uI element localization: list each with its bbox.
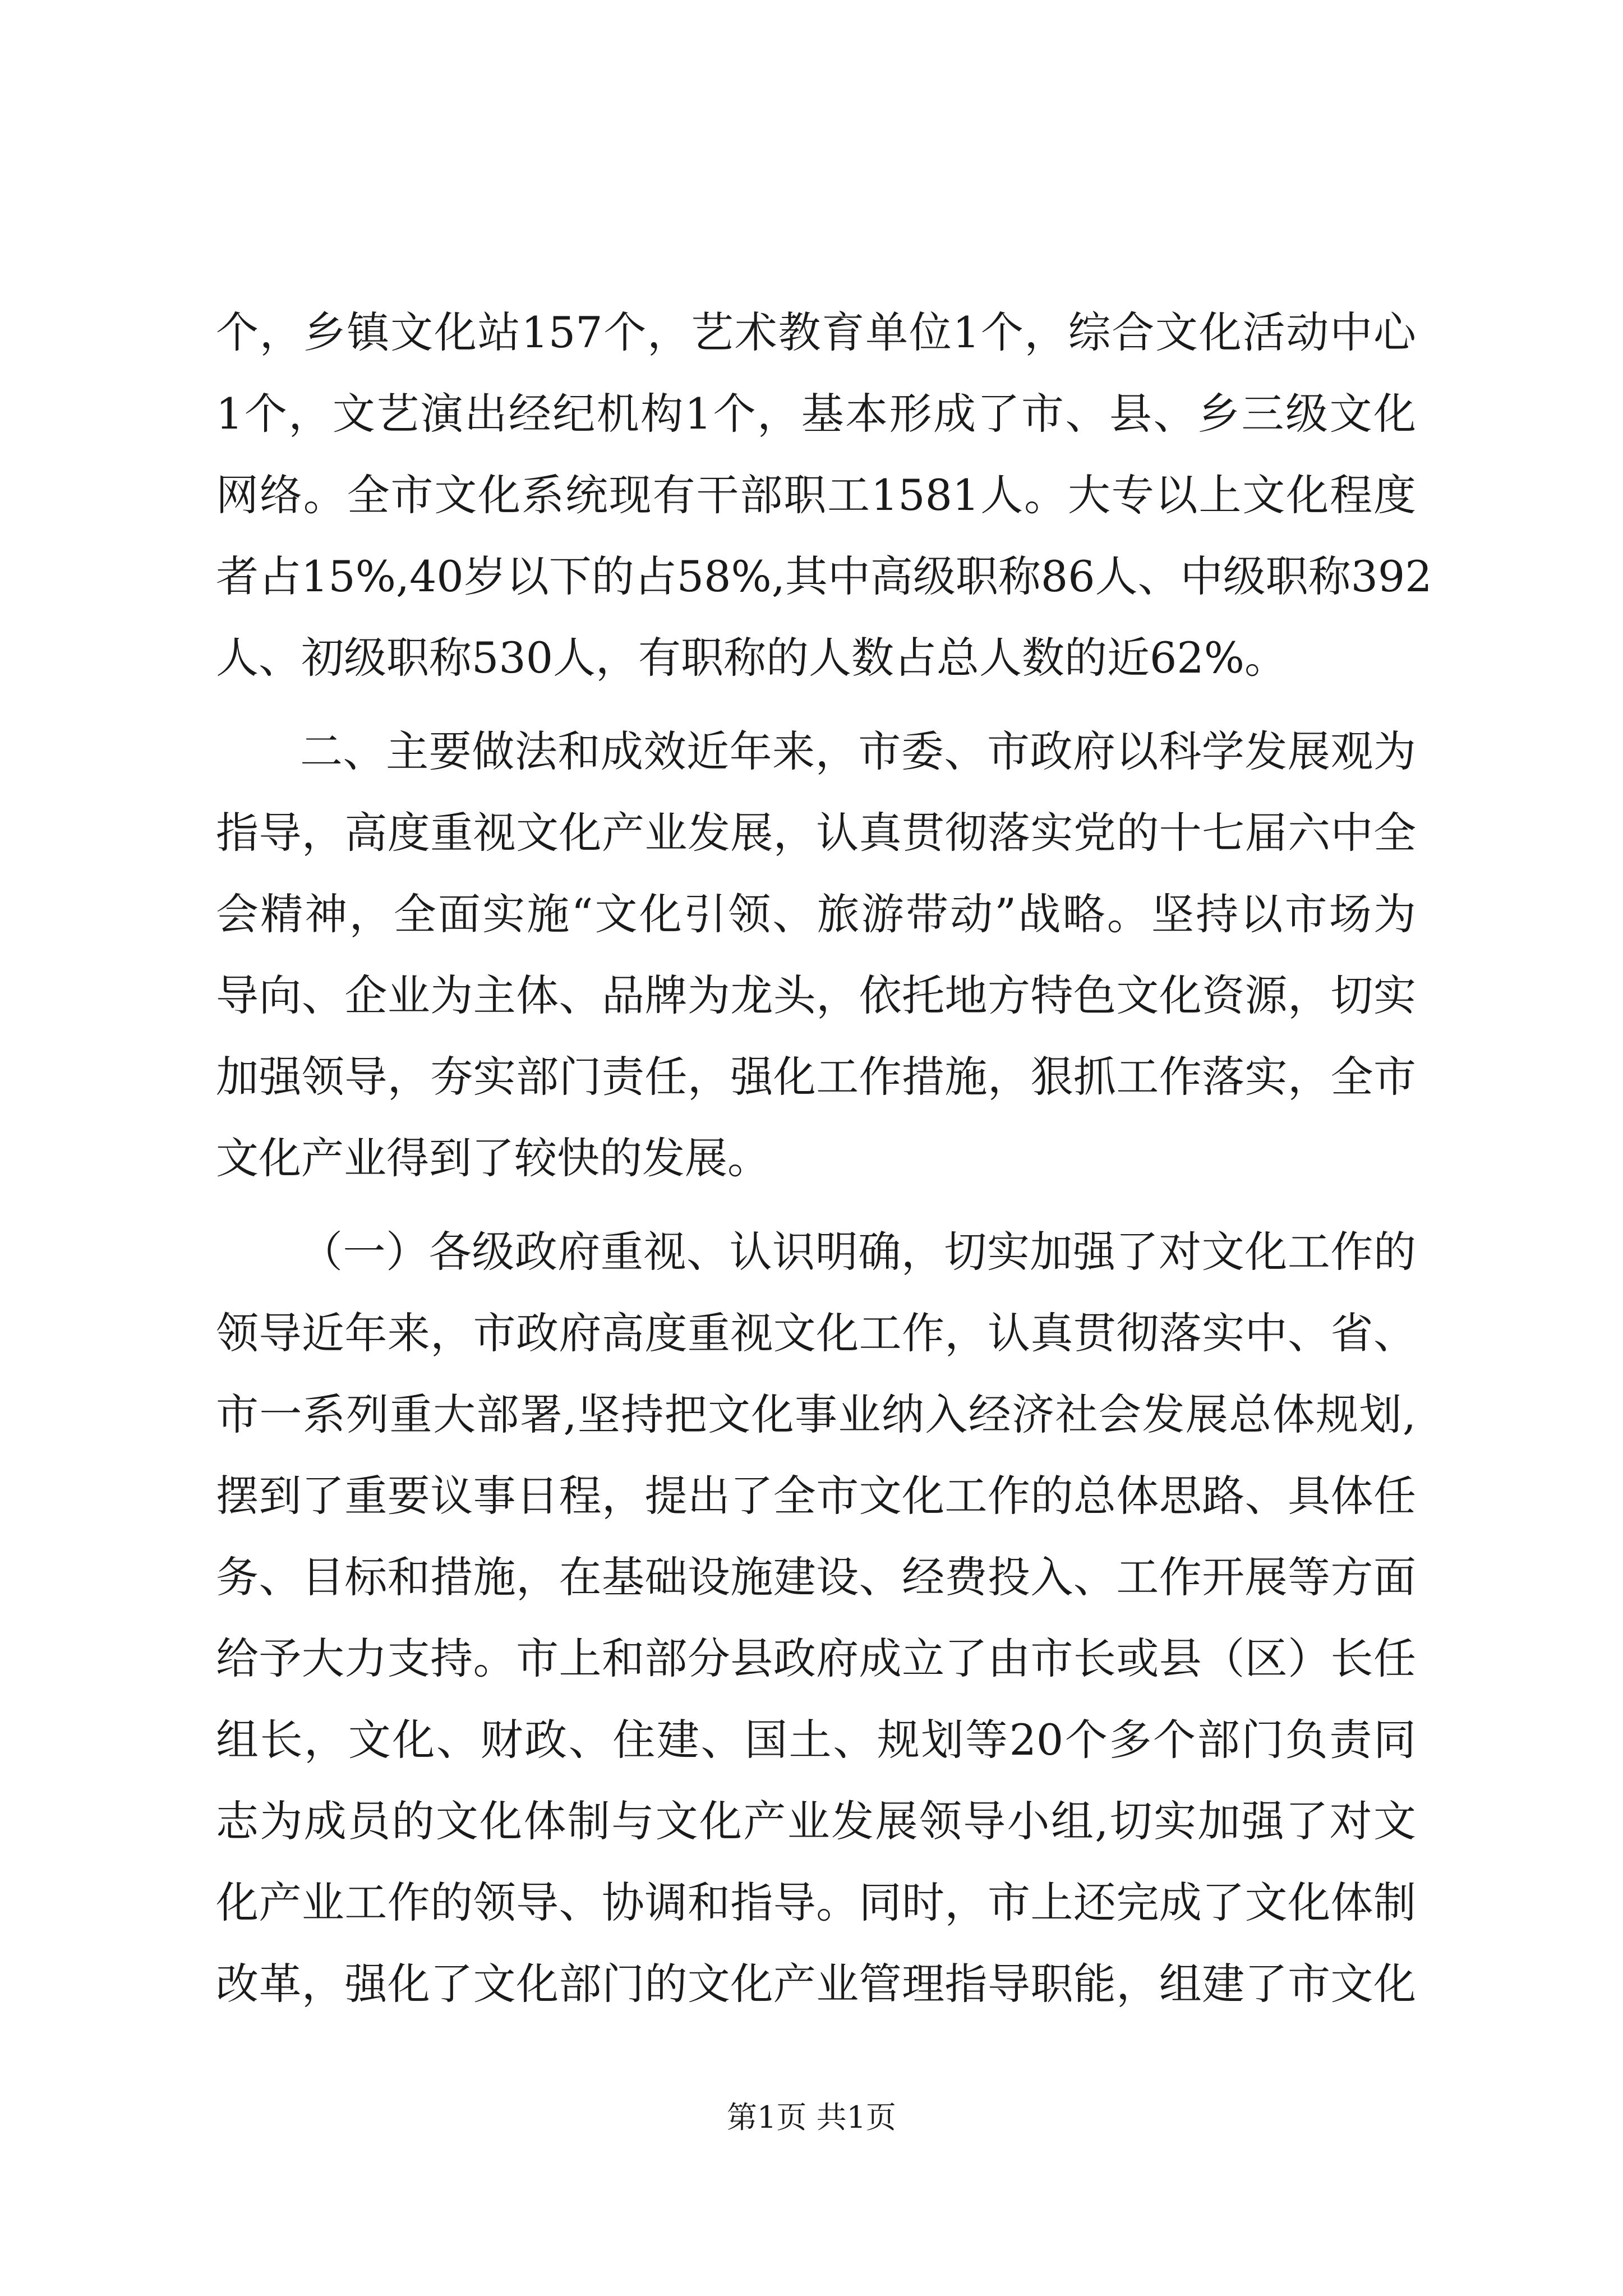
text-line: 个，乡镇文化站157个，艺术教育单位1个，综合文化活动中心: [216, 307, 1416, 357]
text-line: 组长，文化、财政、住建、国土、规划等20个多个部门负责同: [216, 1715, 1416, 1765]
text-line: 志为成员的文化体制与文化产业发展领导小组,切实加强了对文: [216, 1796, 1416, 1846]
text-line: 务、目标和措施，在基础设施建设、经费投入、工作开展等方面: [216, 1552, 1416, 1602]
text-line: 给予大力支持。市上和部分县政府成立了由市长或县（区）长任: [216, 1634, 1416, 1683]
paragraph-3: [216, 1211, 1416, 2024]
text-line: 人、初级职称530人，有职称的人数占总人数的近62%。: [216, 633, 1287, 683]
text-line: 指导，高度重视文化产业发展，认真贯彻落实党的十七届六中全: [216, 808, 1416, 858]
text-line: 网络。全市文化系统现有干部职工1581人。大专以上文化程度: [216, 470, 1416, 520]
paragraph-gap: [216, 1199, 1416, 1211]
text-line: 导向、企业为主体、品牌为龙头，依托地方特色文化资源，切实: [216, 970, 1416, 1020]
page-number-footer: 第1页 共1页: [727, 2100, 896, 2135]
document-body: [216, 292, 1432, 2024]
text-line: 加强领导，夯实部门责任，强化工作措施，狠抓工作落实，全市: [216, 1052, 1416, 1102]
text-line: 化产业工作的领导、协调和指导。同时，市上还完成了文化体制: [216, 1878, 1416, 1927]
text-line: 二、主要做法和成效近年来，市委、市政府以科学发展观为: [300, 726, 1416, 776]
paragraph-gap: [216, 698, 1416, 711]
text-line: 摆到了重要议事日程，提出了全市文化工作的总体思路、具体任: [216, 1471, 1416, 1521]
text-line: （一）各级政府重视、认识明确，切实加强了对文化工作的: [300, 1227, 1416, 1277]
text-line: 市一系列重大部署,坚持把文化事业纳入经济社会发展总体规划,: [216, 1389, 1416, 1439]
text-line: 改革，强化了文化部门的文化产业管理指导职能，组建了市文化: [216, 1959, 1416, 2009]
text-line: 者占15%,40岁以下的占58%,其中高级职称86人、中级职称392: [216, 551, 1432, 601]
text-line: 1个，文艺演出经纪机构1个，基本形成了市、县、乡三级文化: [216, 389, 1416, 439]
text-line: 领导近年来，市政府高度重视文化工作，认真贯彻落实中、省、: [216, 1308, 1416, 1358]
text-line: 文化产业得到了较快的发展。: [216, 1133, 770, 1183]
paragraph-2: [216, 711, 1416, 1199]
paragraph-1: [216, 292, 1432, 698]
text-line: 会精神，全面实施“文化引领、旅游带动”战略。坚持以市场为: [216, 889, 1416, 939]
